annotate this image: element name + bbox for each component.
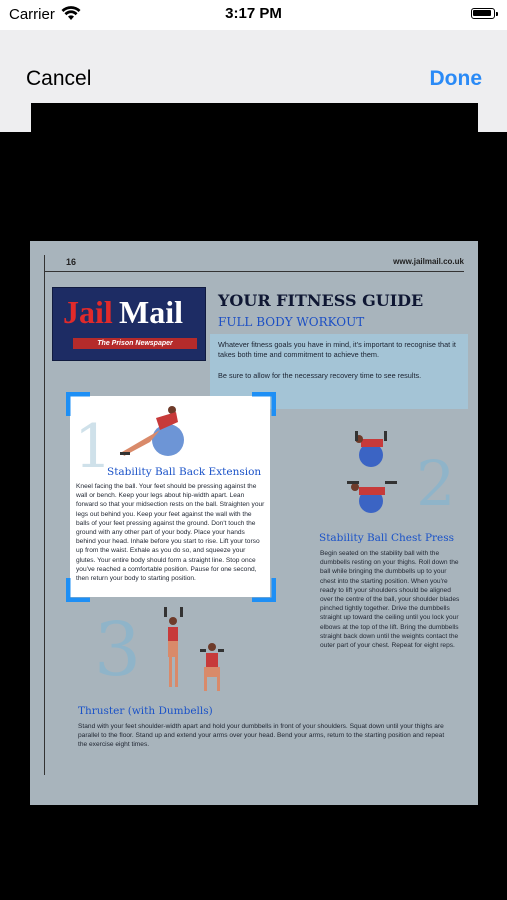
- battery-icon: [471, 8, 495, 19]
- section-body-2: Begin seated on the stability ball with the dumbbells resting on your thighs. Roll down the ball while bringing the dumbbells up to your chest into the starting position. When you're ready to lift your shoulders should be aligned over the centre of the ball, your shoulder blades pinched tightly together. Drive the dumbbells straight up toward the ceiling until you lock your elbows at the top of the lift. Bring the dumbbells straight back down until the weights contact the outer part of your chest. Repeat for eight reps.: [320, 550, 460, 650]
- jail-mail-logo: [52, 287, 206, 361]
- clock: 3:17 PM: [225, 5, 282, 22]
- section-title-3: Thruster (with Dumbells): [78, 705, 213, 717]
- crop-handle-top-left-icon[interactable]: [66, 392, 92, 418]
- page-border-top: [44, 271, 464, 272]
- section-title-2: Stability Ball Chest Press: [319, 532, 455, 544]
- crop-selection[interactable]: [70, 396, 270, 597]
- intro-text: Whatever fitness goals you have in mind, it's important to recognise that it takes both time and commitment to achieve them.: [218, 340, 456, 359]
- section-number-1: 1: [74, 412, 113, 482]
- logo-word-jail: Jail: [63, 294, 113, 330]
- page-title: YOUR FITNESS GUIDE: [218, 291, 424, 310]
- crop-handle-bottom-right-icon[interactable]: [250, 576, 276, 602]
- image-top-edge: [31, 103, 478, 133]
- page-number: 16: [66, 257, 77, 267]
- back-extension-illustration: [116, 400, 196, 458]
- section-title-1: Stability Ball Back Extension: [107, 466, 262, 478]
- page-subtitle: FULL BODY WORKOUT: [218, 315, 365, 329]
- section-number-2: 2: [416, 447, 456, 520]
- carrier-label: Carrier: [9, 6, 55, 23]
- logo-tagline: The Prison Newspaper: [73, 338, 197, 349]
- section-body-1: Kneel facing the ball. Your feet should be pressing against the wall or bench. Keep your legs about hip-width apart. Lean forward so that your midsection rests on the ball. Straighten your legs out behind you. Keep your feet against the wall with the balls of your feet pressing against the ground. Don't touch the ground with any other part of your body. Place your hands behind your head. Inhale before you start to rise. Lift your torso up from the waist. Exhale as you do so, and squeeze your glutes. Your entire body should form a straight line. Stop once you've reached a comfortable position. Pause for one second, then return your body to starting position.: [76, 483, 265, 583]
- logo-word-mail: Mail: [119, 294, 183, 330]
- chest-press-illustration: [337, 431, 405, 521]
- done-button[interactable]: Done: [429, 67, 482, 90]
- cancel-button[interactable]: Cancel: [26, 67, 92, 90]
- page-border-left: [44, 255, 45, 775]
- status-bar: [0, 0, 507, 30]
- section-number-3: 3: [94, 607, 142, 693]
- thruster-illustration: [156, 607, 238, 699]
- crop-handle-bottom-left-icon[interactable]: [66, 576, 92, 602]
- website-label: www.jailmail.co.uk: [393, 257, 464, 266]
- crop-handle-top-right-icon[interactable]: [250, 392, 276, 418]
- section-body-3: Stand with your feet shoulder-width apart and hold your dumbbells in front of your shoulders. Squat down until your thighs are parallel to the floor. Stand up and extend your arms over your head. Bend your arms, return to the starting position and repeat the exercise eight times.: [78, 723, 445, 749]
- intro-note: Be sure to allow for the necessary recovery time to see results.: [218, 371, 422, 380]
